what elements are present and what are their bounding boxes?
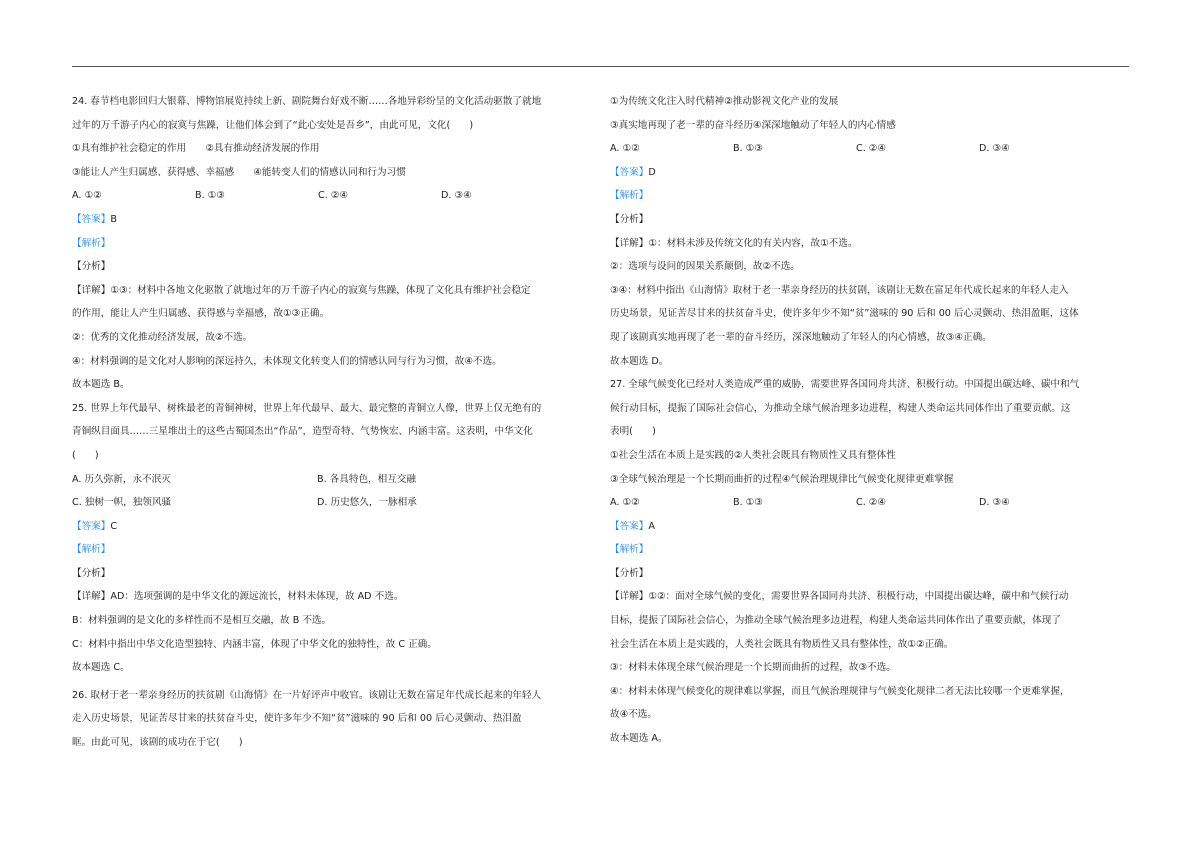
jiexi-tag: 【解析】 <box>72 237 111 249</box>
detail-line: 故④不选。 <box>610 709 657 721</box>
header-rule <box>72 66 1129 67</box>
option-b: B. ①③ <box>733 143 763 155</box>
detail-line: ②：优秀的文化推动经济发展，故②不选。 <box>72 331 253 343</box>
answer-line <box>72 208 588 232</box>
detail-line: ③：材料未体现全球气候治理是一个长期而曲折的过程，故③不选。 <box>610 662 896 674</box>
options-row <box>610 491 1129 515</box>
answer-tag: 【答案】 <box>72 213 111 225</box>
option-a: A. ①② <box>610 497 640 509</box>
answer-tag: 【答案】 <box>610 520 649 532</box>
question-stem-line: 25. 世界上年代最早、树株最老的青铜神树，世界上年代最早、最大、最完整的青铜立人像，世界上仅无绝有的 <box>72 402 542 414</box>
answer-value: C <box>110 520 118 532</box>
question-stem-line: 过年的万千游子内心的寂寞与焦躁，让他们体会到了“此心安处是吾乡”，由此可见，文化( ) <box>72 119 474 131</box>
detail-line: 社会生活在本质上是实践的，人类社会既具有物质性又具有整体性，故①②正确。 <box>610 638 954 650</box>
left-column <box>72 90 588 755</box>
detail-line: 【详解】AD：选项强调的是中华文化的源远流长，材料未体现，故 AD 不选。 <box>72 591 404 603</box>
statement-line: ①为传统文化注入时代精神②推动影视文化产业的发展 <box>610 96 839 107</box>
conclusion-line: 故本题选 B。 <box>72 379 130 391</box>
jiexi-tag: 【解析】 <box>610 190 649 202</box>
answer-tag: 【答案】 <box>610 166 649 178</box>
option-a: A. ①② <box>610 143 640 155</box>
detail-line: 现了该剧真实地再现了老一辈的奋斗经历，深深地触动了年轻人的内心情感，故③④正确。 <box>610 331 992 343</box>
question-27 <box>610 373 1129 751</box>
answer-value: B <box>110 213 117 225</box>
option-b: B. ①③ <box>733 497 763 509</box>
option-b: B. ①③ <box>195 190 225 202</box>
detail-line: C：材料中指出中华文化造型独特、内涵丰富，体现了中华文化的独特性，故 C 正确。 <box>72 638 437 650</box>
option-d: D. ③④ <box>979 143 1010 155</box>
statement-line: ③能让人产生归属感、获得感、幸福感 ④能转变人们的情感认同和行为习惯 <box>72 166 406 178</box>
option-d: D. 历史悠久，一脉相承 <box>317 497 417 509</box>
statement-line: ③真实地再现了老一辈的奋斗经历④深深地触动了年轻人的内心情感 <box>610 119 896 131</box>
conclusion-line: 故本题选 A。 <box>610 733 668 745</box>
detail-line: 【详解】①②：面对全球气候的变化，需要世界各国同舟共济、积极行动，中国提出碳达峰，碳中和气候行动 <box>610 591 1069 603</box>
question-stem-line: 眶。由此可见，该剧的成功在于它( ) <box>72 737 243 749</box>
option-d: D. ③④ <box>979 497 1010 509</box>
answer-tag: 【答案】 <box>72 520 111 532</box>
options-row <box>72 491 588 515</box>
jiexi-tag: 【解析】 <box>610 544 649 556</box>
statement-line: ③全球气候治理是一个长期而曲折的过程④气候治理规律比气候变化规律更难掌握 <box>610 473 954 485</box>
answer-line <box>610 161 1129 185</box>
detail-line: ③④：材料中指出《山海情》取材于老一辈亲身经历的扶贫剧，该剧让无数在富足年代成长起来的年轻人走入 <box>610 284 1069 296</box>
detail-line: 【详解】①：材料未涉及传统文化的有关内容，故①不选。 <box>610 237 858 249</box>
options-row <box>72 468 588 492</box>
fenxi-tag: 【分析】 <box>610 213 649 225</box>
option-a: A. 历久弥新，永不泯灭 <box>72 473 171 485</box>
option-b: B. 各具特色，相互交融 <box>317 473 417 485</box>
conclusion-line: 故本题选 D。 <box>610 355 669 367</box>
options-row <box>610 137 1129 161</box>
option-a: A. ①② <box>72 190 102 202</box>
detail-line: ②：选项与设问的因果关系颠倒，故②不选。 <box>610 261 800 273</box>
answer-value: A <box>648 520 655 532</box>
detail-line: 目标，提振了国际社会信心，为推动全球气候治理多边进程，构建人类命运共同体作出了重要贡献，体现了 <box>610 615 1061 627</box>
conclusion-line: 故本题选 C。 <box>72 662 130 674</box>
question-stem-line: 27. 全球气候变化已经对人类造成严重的威胁，需要世界各国同舟共济、积极行动。中国提出碳达峰、碳中和气 <box>610 379 1080 391</box>
statement-line: ①社会生活在本质上是实践的②人类社会既具有物质性又具有整体性 <box>610 449 896 461</box>
option-c: C. ②④ <box>856 497 886 509</box>
detail-line: B：材料强调的是文化的多样性而不是相互交融，故 B 不选。 <box>72 615 332 627</box>
right-column <box>610 90 1129 751</box>
question-stem-line: 24. 春节档电影回归大银幕、博物馆展览持续上新、剧院舞台好戏不断……各地异彩纷呈的文化活动驱散了就地 <box>72 96 542 107</box>
question-stem-line: 青铜纵目面具……三星堆出土的这些古蜀国杰出“作品”，造型奇特、气势恢宏、内涵丰富。这表明，中华文化 <box>72 426 533 438</box>
question-stem-line: 走入历史场景，见证苦尽甘来的扶贫奋斗史，使许多年少不知“贫”滋味的 90 后和 00 后心灵颤动、热泪盈 <box>72 713 522 725</box>
option-c: C. ②④ <box>318 190 348 202</box>
detail-line: 【详解】①③：材料中各地文化驱散了就地过年的万千游子内心的寂寞与焦躁，体现了文化具有维护社会稳定 <box>72 284 531 296</box>
question-stem-line: 候行动目标，提振了国际社会信心，为推动全球气候治理多边进程，构建人类命运共同体作出了重要贡献。这 <box>610 402 1071 414</box>
question-26-continued <box>610 90 1129 373</box>
detail-line: ④：材料强调的是文化对人影响的深远持久，未体现文化转变人们的情感认同与行为习惯，故④不选。 <box>72 355 502 367</box>
statement-line: ①具有维护社会稳定的作用 ②具有推动经济发展的作用 <box>72 143 320 155</box>
question-25 <box>72 397 588 680</box>
jiexi-tag: 【解析】 <box>72 544 111 556</box>
options-row <box>72 184 588 208</box>
question-stem-line: 26. 取材于老一辈亲身经历的扶贫剧《山海情》在一片好评声中收官。该剧让无数在富足年代成长起来的年轻人 <box>72 689 542 701</box>
detail-line: 的作用，能让人产生归属感、获得感与幸福感，故①③正确。 <box>72 308 330 320</box>
fenxi-tag: 【分析】 <box>72 261 111 273</box>
option-d: D. ③④ <box>441 190 472 202</box>
detail-line: ④：材料未体现气候变化的规律难以掌握，而且气候治理规律与气候变化规律二者无法比较哪一个更难掌握， <box>610 685 1070 697</box>
option-c: C. ②④ <box>856 143 886 155</box>
answer-value: D <box>648 166 656 178</box>
fenxi-tag: 【分析】 <box>72 567 111 579</box>
answer-line <box>610 515 1129 539</box>
answer-line <box>72 515 588 539</box>
question-24 <box>72 90 588 397</box>
question-26-stem <box>72 684 588 755</box>
fenxi-tag: 【分析】 <box>610 567 649 579</box>
option-c: C. 独树一帜，独领风骚 <box>72 497 172 509</box>
question-stem-line: 表明( ) <box>610 426 656 438</box>
question-stem-line: ( ) <box>72 449 99 461</box>
detail-line: 历史场景，见证苦尽甘来的扶贫奋斗史，使许多年少不知“贫”滋味的 90 后和 00 后心灵颤动、热泪盈眶，这体 <box>610 308 1079 320</box>
